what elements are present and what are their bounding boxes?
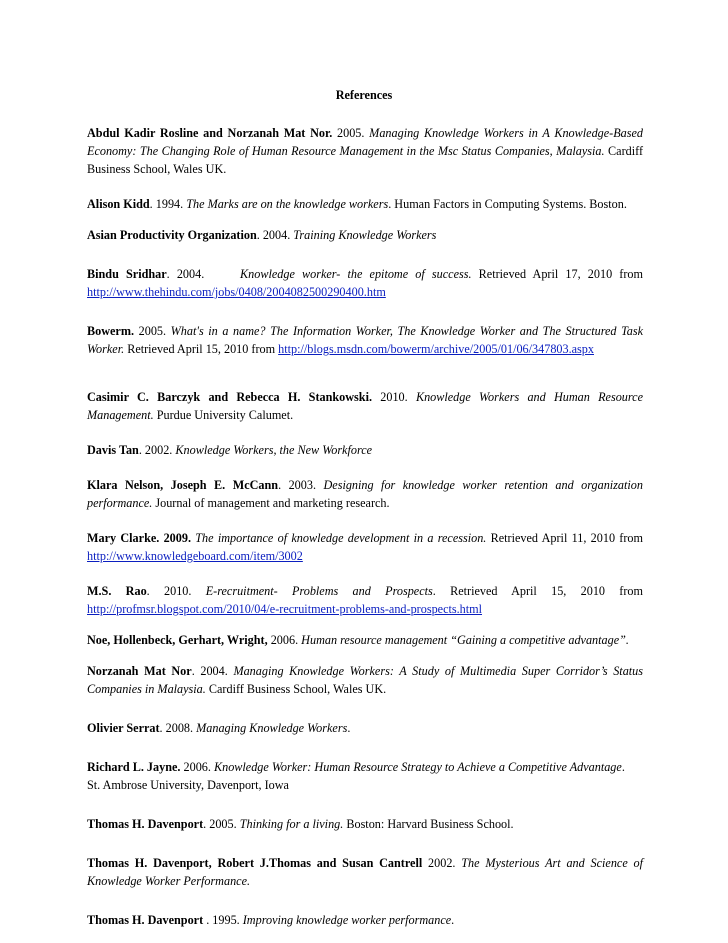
reference-entry — [87, 476, 643, 512]
ref-title: Knowledge worker- the epitome of success. — [240, 267, 472, 281]
ref-title: Improving knowledge worker performance — [242, 913, 452, 927]
ref-title: The Marks are on the knowledge workers — [186, 197, 389, 211]
ref-publisher: Retrieved April 11, 2010 from — [486, 531, 643, 545]
ref-author: Thomas H. Davenport — [87, 913, 207, 927]
ref-title: Human resource management “Gaining a competitive advantage”. — [301, 633, 629, 647]
ref-publisher: Retrieved April 15, 2010 from — [124, 342, 279, 356]
ref-publisher: . Retrieved April 15, 2010 from — [432, 584, 643, 598]
ref-author: Richard L. Jayne. — [87, 760, 181, 774]
reference-entry — [87, 662, 643, 698]
ref-link[interactable]: http://blogs.msdn.com/bowerm/archive/2005/01/06/347803.aspx — [278, 342, 594, 356]
ref-publisher: . Human Factors in Computing Systems. Boston. — [388, 197, 627, 211]
reference-entry — [87, 124, 643, 178]
ref-year: 2010. — [372, 390, 416, 404]
ref-year: . 1995. — [206, 913, 243, 927]
reference-entry — [87, 529, 643, 565]
ref-title: Knowledge Workers and Human Resource Management. — [87, 390, 643, 422]
ref-author: Bowerm. — [87, 324, 135, 338]
ref-title: Knowledge Worker: Human Resource Strategy to Achieve a Competitive Advantage — [213, 760, 622, 774]
ref-link[interactable]: http://www.knowledgeboard.com/item/3002 — [87, 549, 303, 563]
ref-author: Norzanah Mat Nor — [87, 664, 192, 678]
ref-author: Thomas H. Davenport, Robert J.Thomas and Susan Cantrell — [87, 856, 423, 870]
ref-publisher: . — [451, 913, 455, 927]
ref-author: Bindu Sridhar — [87, 267, 167, 281]
ref-author: Thomas H. Davenport — [87, 817, 204, 831]
ref-title: What's in a name? The Information Worker, The Knowledge Worker and The Structured Task Worker. — [87, 324, 644, 356]
ref-title: Managing Knowledge Workers in A Knowledge-Based Economy: The Changing Role of Human Resource Management in the Msc Status Companies, Malaysia. — [87, 126, 644, 158]
page-title: References — [335, 88, 393, 102]
ref-publisher: Journal of management and marketing research. — [152, 496, 390, 510]
ref-year: 2002. — [422, 856, 462, 870]
ref-year: 2005. — [134, 324, 171, 338]
ref-author: Casimir C. Barczyk and Rebecca H. Stankowski. — [87, 390, 373, 404]
ref-link[interactable]: http://www.thehindu.com/jobs/0408/2004082500290400.htm — [87, 285, 386, 299]
ref-year: . 2004. — [166, 267, 241, 281]
ref-author: Klara Nelson, Joseph E. McCann — [87, 478, 279, 492]
reference-entry — [87, 631, 643, 649]
ref-author: Davis Tan — [87, 443, 139, 457]
reference-entry — [87, 815, 643, 833]
ref-title: Thinking for a living. — [239, 817, 344, 831]
ref-year: . 2003. — [278, 478, 324, 492]
ref-year: . 2004. — [256, 228, 294, 242]
ref-year: . 1994. — [149, 197, 187, 211]
ref-title: Managing Knowledge Workers — [196, 721, 348, 735]
reference-entry — [87, 441, 643, 459]
ref-year: . 2010. — [146, 584, 206, 598]
ref-publisher: . — [621, 760, 625, 774]
ref-title: The importance of knowledge development in a recession. — [195, 531, 487, 545]
reference-entry — [87, 265, 643, 301]
ref-year: . 2008. — [159, 721, 197, 735]
ref-title: Managing Knowledge Workers: A Study of Multimedia Super Corridor’s Status Companies in Malaysia. — [87, 664, 644, 696]
ref-author: M.S. Rao — [87, 584, 147, 598]
ref-publisher: Retrieved April 17, 2010 from — [471, 267, 644, 281]
ref-publisher: Cardiff Business School, Wales UK. — [87, 144, 643, 176]
ref-title: The Mysterious Art and Science of Knowledge Worker Performance. — [87, 856, 643, 888]
ref-link[interactable]: http://profmsr.blogspot.com/2010/04/e-recruitment-problems-and-prospects.html — [87, 602, 483, 616]
reference-entry — [87, 719, 643, 737]
ref-title: Training Knowledge Workers — [293, 228, 437, 242]
ref-author: Mary Clarke. 2009. — [87, 531, 191, 545]
ref-title: Designing for knowledge worker retention and organization performance. — [87, 478, 643, 510]
ref-author: Noe, Hollenbeck, Gerhart, Wright, — [87, 633, 268, 647]
reference-entry — [87, 854, 643, 890]
ref-title: Knowledge Workers, the New Workforce — [175, 443, 373, 457]
ref-year: . 2005. — [203, 817, 240, 831]
reference-entry — [87, 758, 643, 794]
ref-author: Alison Kidd — [87, 197, 150, 211]
reference-entry — [87, 226, 643, 244]
ref-author: Asian Productivity Organization — [87, 228, 257, 242]
reference-list — [87, 124, 643, 929]
ref-publisher: . — [347, 721, 351, 735]
ref-year: 2005. — [332, 126, 370, 140]
reference-entry — [87, 195, 643, 213]
reference-entry — [87, 388, 643, 424]
reference-entry — [87, 322, 643, 358]
ref-publisher: Cardiff Business School, Wales UK. — [205, 682, 387, 696]
ref-year: 2006. — [180, 760, 214, 774]
ref-title: E-recruitment- Problems and Prospects — [205, 584, 433, 598]
ref-author: Abdul Kadir Rosline and Norzanah Mat Nor. — [87, 126, 333, 140]
reference-entry — [87, 582, 643, 618]
reference-entry — [87, 911, 643, 929]
ref-year: . 2002. — [138, 443, 176, 457]
ref-year: . 2004. — [191, 664, 234, 678]
ref-publisher: Boston: Harvard Business School. — [343, 817, 514, 831]
ref-location: St. Ambrose University, Davenport, Iowa — [87, 778, 289, 792]
ref-author: Olivier Serrat — [87, 721, 160, 735]
ref-year: 2006. — [267, 633, 302, 647]
ref-publisher: Purdue University Calumet. — [153, 408, 294, 422]
